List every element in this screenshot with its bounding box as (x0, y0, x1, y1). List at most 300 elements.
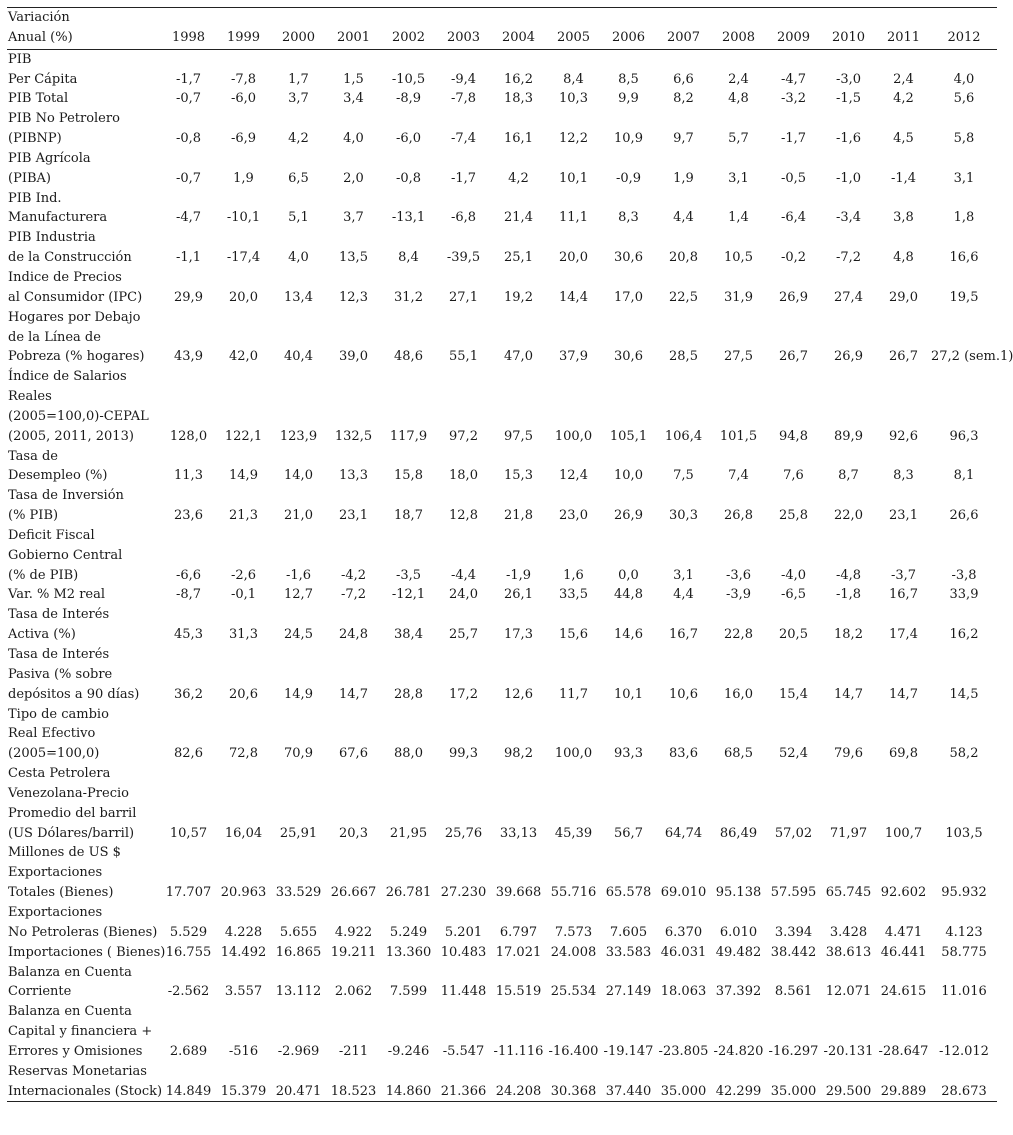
label-line: (% de PIB) (8, 567, 79, 583)
table-cell: 27,5 (724, 349, 753, 365)
table-cell: 18.063 (660, 984, 707, 1000)
table-cell: 25,91 (279, 825, 318, 841)
label-line: Deficit Fiscal (8, 527, 95, 543)
table-cell: 16,04 (224, 825, 263, 841)
table-cell: 15,4 (779, 686, 808, 702)
table-cell: 20.963 (220, 885, 267, 901)
table-cell: 12,4 (559, 468, 588, 484)
table-cell: 92,6 (889, 428, 918, 444)
label-line: PIB Industria (8, 230, 96, 246)
table-cell: 21,8 (504, 508, 533, 524)
label-line: (PIBNP) (8, 131, 62, 147)
row-label (7, 189, 161, 229)
label-line: Per Cápita (8, 71, 78, 87)
table-row (7, 308, 997, 368)
table-cell: 33,5 (559, 587, 588, 603)
table-cell: 16,7 (669, 627, 698, 643)
table-row (7, 645, 997, 705)
table-cell: 42.299 (715, 1083, 762, 1099)
table-cell: 11,7 (559, 686, 588, 702)
table-cell: 45,39 (554, 825, 593, 841)
table-cell: -4,4 (450, 567, 477, 583)
table-cell: 8,2 (673, 91, 694, 107)
label-line: Indice de Precios (8, 269, 122, 285)
table-cell: -6,8 (450, 210, 477, 226)
table-cell: -2.562 (167, 984, 210, 1000)
year-header: 2006 (611, 29, 646, 45)
table-body (7, 49, 1013, 1102)
table-cell: 4,0 (953, 71, 975, 87)
economic-indicators-document (7, 7, 1013, 1102)
table-cell: 15,3 (504, 468, 533, 484)
table-cell: 13.112 (275, 984, 322, 1000)
table-cell: 20,6 (229, 686, 258, 702)
table-cell: 95.138 (715, 885, 762, 901)
row-label (7, 526, 161, 586)
table-cell: -7,8 (450, 91, 477, 107)
table-cell: 16.755 (165, 944, 212, 960)
table-cell: -4,7 (175, 210, 202, 226)
table-cell: 31,9 (724, 289, 753, 305)
label-line: (PIBA) (8, 170, 51, 186)
table-cell: 8,1 (953, 468, 975, 484)
year-header: 2005 (556, 29, 591, 45)
table-cell: 5.655 (279, 924, 318, 940)
year-header: 2007 (666, 29, 701, 45)
table-cell: 16,2 (504, 71, 533, 87)
table-cell: 86,49 (719, 825, 758, 841)
table-cell: -11.116 (493, 1043, 544, 1059)
table-cell: 95.932 (941, 885, 987, 901)
table-cell: -24.820 (713, 1043, 764, 1059)
table-cell: -0,7 (175, 91, 202, 107)
table-cell: 92.602 (880, 885, 927, 901)
table-cell: 17.707 (165, 885, 212, 901)
label-line: Totales (Bienes) (8, 885, 114, 901)
label-line: Balanza en Cuenta (8, 1004, 132, 1020)
table-cell: 35.000 (660, 1083, 707, 1099)
row-label (7, 228, 161, 268)
table-row (7, 943, 997, 963)
year-header: 2012 (947, 29, 981, 45)
label-line: Tasa de Interés (8, 607, 110, 623)
table-cell: -1,6 (835, 131, 862, 147)
table-cell: 22,8 (724, 627, 753, 643)
table-cell: 16,0 (724, 686, 753, 702)
table-cell: 17,2 (449, 686, 478, 702)
table-cell: 39.668 (495, 885, 542, 901)
year-header: 2009 (776, 29, 811, 45)
table-cell: 29.500 (825, 1083, 872, 1099)
table-cell: -1,7 (780, 131, 807, 147)
label-line: de la Línea de (8, 329, 101, 345)
table-cell: -12.012 (939, 1043, 989, 1059)
table-cell: -0,8 (175, 131, 202, 147)
table-cell: 14,4 (559, 289, 588, 305)
table-cell: 16,6 (949, 250, 979, 266)
table-cell: 44,8 (614, 587, 643, 603)
table-cell: -39,5 (446, 250, 481, 266)
table-cell: 24.615 (880, 984, 927, 1000)
table-cell: 89,9 (834, 428, 863, 444)
label-line: Manufacturera (8, 210, 108, 226)
row-label (7, 149, 161, 189)
table-cell: 52,4 (779, 746, 808, 762)
label-line: Real Efectivo (8, 726, 96, 742)
table-cell: 33.529 (275, 885, 322, 901)
table-cell: 14,7 (339, 686, 368, 702)
table-cell: -2.969 (277, 1043, 320, 1059)
label-line: Tasa de Interés (8, 647, 110, 662)
table-cell: 42,0 (229, 349, 258, 365)
table-cell: -20.131 (823, 1043, 874, 1059)
table-cell: 4,8 (728, 91, 749, 107)
table-cell: 58.775 (941, 944, 987, 960)
label-line: (US Dólares/barril) (8, 825, 135, 841)
table-cell: 10,5 (724, 250, 753, 266)
table-cell: 12,3 (339, 289, 368, 305)
table-cell: 28,8 (394, 686, 423, 702)
table-cell: -1,5 (835, 91, 862, 107)
label-line: PIB Agrícola (8, 150, 91, 166)
table-cell: 28,5 (669, 349, 698, 365)
table-cell: 16,1 (504, 131, 533, 147)
table-cell: -8,7 (175, 587, 202, 603)
row-label (7, 109, 161, 149)
table-cell: 25,76 (444, 825, 483, 841)
table-cell: -2,6 (230, 567, 257, 583)
table-cell: -3,8 (951, 567, 977, 583)
table-cell: 27.230 (440, 885, 487, 901)
table-cell: 29,9 (174, 289, 203, 305)
table-cell: 21.366 (440, 1083, 487, 1099)
row-label (7, 1062, 161, 1102)
table-cell: 20,5 (779, 627, 808, 643)
table-cell: 21,0 (284, 508, 313, 524)
table-cell: 18,7 (394, 508, 423, 524)
table-cell: -9,4 (450, 71, 477, 87)
table-cell: -7,8 (230, 71, 257, 87)
table-cell: -10,5 (391, 71, 426, 87)
label-line: (2005=100,0)-CEPAL (8, 408, 149, 424)
table-cell: 17,4 (889, 627, 918, 643)
table-cell: 5,6 (953, 91, 975, 107)
table-cell: 24.208 (495, 1083, 542, 1099)
table-cell: 4,4 (673, 210, 694, 226)
table-cell: 10,1 (614, 686, 643, 702)
table-cell: 2.062 (334, 984, 373, 1000)
table-cell: 93,3 (614, 746, 643, 762)
row-label (7, 585, 161, 605)
table-cell: 15.379 (220, 1083, 267, 1099)
year-header: 2001 (336, 29, 371, 45)
table-cell: 8,4 (398, 250, 419, 266)
table-row (7, 526, 997, 586)
table-cell: 8.561 (774, 984, 813, 1000)
table-cell: 27,4 (834, 289, 863, 305)
table-cell: -1,8 (835, 587, 862, 603)
table-cell: 17,3 (504, 627, 533, 643)
table-cell: -1,7 (450, 170, 477, 186)
table-cell: 23,1 (889, 508, 918, 524)
table-cell: 2,0 (343, 170, 364, 186)
table-cell: 4,8 (893, 250, 914, 266)
table-cell: 7,4 (728, 468, 749, 484)
label-line: (2005=100,0) (8, 746, 100, 762)
table-cell: 94,8 (779, 428, 808, 444)
table-cell: 10,6 (669, 686, 698, 702)
table-cell: 100,0 (554, 746, 593, 762)
table-cell: 5,1 (288, 210, 309, 226)
table-cell: 17.021 (495, 944, 542, 960)
table-cell: 26.667 (330, 885, 377, 901)
table-cell: 10,3 (559, 91, 588, 107)
table-cell: 88,0 (394, 746, 423, 762)
table-cell: 101,5 (719, 428, 758, 444)
year-header: 2003 (446, 29, 481, 45)
table-cell: 17,0 (614, 289, 643, 305)
table-row (7, 903, 997, 943)
table-cell: 14,5 (949, 686, 979, 702)
header-row (7, 8, 997, 50)
table-cell: 30,6 (614, 349, 643, 365)
table-cell: 4,5 (893, 131, 914, 147)
table-cell: 14.860 (385, 1083, 432, 1099)
table-cell: 25.534 (550, 984, 597, 1000)
table-cell: -28.647 (878, 1043, 929, 1059)
table-cell: 12.071 (825, 984, 872, 1000)
table-cell: 26,9 (614, 508, 643, 524)
label-line: Reales (8, 389, 52, 405)
table-cell: 20,8 (669, 250, 698, 266)
table-cell: -1,1 (175, 250, 202, 266)
table-cell: 83,6 (669, 746, 698, 762)
label-line: Exportaciones (8, 904, 103, 920)
year-header: 1999 (226, 29, 261, 45)
label-line: (2005, 2011, 2013) (8, 428, 134, 444)
table-cell: 67,6 (339, 746, 368, 762)
table-cell: 9,9 (618, 91, 639, 107)
table-cell: -1,7 (175, 71, 202, 87)
table-cell: 18,0 (449, 468, 478, 484)
label-line: Promedio del barril (8, 805, 137, 821)
year-header: 2008 (721, 29, 756, 45)
table-cell: 18,2 (834, 627, 863, 643)
table-cell: 10,0 (614, 468, 643, 484)
table-cell: 26,7 (779, 349, 808, 365)
table-cell: 70,9 (284, 746, 313, 762)
table-cell: 4,4 (673, 587, 694, 603)
row-label (7, 367, 161, 446)
label-line: PIB Ind. (8, 190, 62, 206)
table-cell: 23,6 (174, 508, 203, 524)
row-label (7, 605, 161, 645)
table-cell: 103,5 (945, 825, 983, 841)
table-cell: 58,2 (949, 746, 979, 762)
table-cell: 25,1 (504, 250, 533, 266)
row-label (7, 49, 161, 89)
table-cell: 4.922 (334, 924, 373, 940)
table-cell: 5.249 (389, 924, 428, 940)
label-line: Activa (%) (8, 627, 76, 643)
table-cell: 3.557 (224, 984, 263, 1000)
table-cell: 26.781 (385, 885, 432, 901)
table-cell: 97,5 (504, 428, 533, 444)
table-cell: 3,7 (343, 210, 364, 226)
label-line: Venezolana-Precio (8, 785, 129, 801)
table-cell: 5,8 (953, 131, 975, 147)
table-cell: 14,0 (284, 468, 313, 484)
table-cell: 21,4 (504, 210, 533, 226)
table-cell: 2.689 (169, 1043, 208, 1059)
table-cell: -0,5 (780, 170, 807, 186)
table-cell: 31,3 (229, 627, 258, 643)
label-line: Millones de US $ (8, 845, 121, 861)
table-cell: 12,6 (504, 686, 533, 702)
table-cell: 23,1 (339, 508, 368, 524)
table-cell: 13,5 (339, 250, 368, 266)
table-cell: 6,5 (288, 170, 309, 186)
year-header: 2002 (391, 29, 426, 45)
table-cell: 11.448 (440, 984, 487, 1000)
table-cell: 29,0 (889, 289, 918, 305)
table-cell: 28.673 (941, 1083, 987, 1099)
table-cell: 68,5 (724, 746, 753, 762)
table-cell: 15,6 (559, 627, 588, 643)
economic-indicators-table (7, 7, 1013, 1102)
table-cell: 99,3 (449, 746, 478, 762)
table-cell: -4,2 (340, 567, 367, 583)
table-cell: 38.613 (825, 944, 872, 960)
label-line: (% PIB) (8, 508, 59, 524)
table-cell: 14,7 (889, 686, 918, 702)
table-cell: -16.297 (768, 1043, 819, 1059)
label-line: Errores y Omisiones (8, 1043, 143, 1059)
table-cell: 4,2 (288, 131, 309, 147)
table-cell: -4,8 (835, 567, 862, 583)
row-label (7, 843, 161, 903)
table-cell: 3.394 (774, 924, 813, 940)
table-cell: 27,2 (sem.1) (931, 349, 1013, 365)
table-cell: -7,4 (450, 131, 477, 147)
table-cell: 46.031 (660, 944, 707, 960)
table-row (7, 367, 997, 446)
table-cell: 24,0 (449, 587, 478, 603)
label-line: Índice de Salarios (8, 369, 127, 385)
table-cell: -3,6 (725, 567, 752, 583)
label-line: Anual (%) (8, 29, 73, 45)
table-cell: -10,1 (226, 210, 261, 226)
table-cell: -19.147 (603, 1043, 654, 1059)
table-cell: 36,2 (174, 686, 203, 702)
table-cell: 16,2 (949, 627, 979, 643)
table-cell: 4.123 (945, 924, 983, 940)
table-cell: 7.599 (389, 984, 428, 1000)
table-cell: 6,6 (673, 71, 694, 87)
table-cell: 10,57 (169, 825, 208, 841)
table-cell: 3.428 (829, 924, 868, 940)
table-cell: 6.797 (499, 924, 538, 940)
table-row (7, 149, 997, 189)
label-line: Var. % M2 real (8, 587, 106, 603)
table-cell: 18,3 (504, 91, 533, 107)
row-label (7, 89, 161, 109)
table-cell: -3,9 (725, 587, 752, 603)
table-cell: 43,9 (174, 349, 203, 365)
table-cell: 49.482 (715, 944, 762, 960)
table-row (7, 1002, 997, 1062)
table-cell: 1,6 (563, 567, 584, 583)
table-cell: -13,1 (391, 210, 426, 226)
table-cell: 8,7 (838, 468, 859, 484)
table-cell: 26,9 (834, 349, 863, 365)
table-cell: 30,6 (614, 250, 643, 266)
table-cell: -4,7 (780, 71, 807, 87)
table-cell: 37.440 (605, 1083, 652, 1099)
table-cell: -3,4 (835, 210, 862, 226)
table-cell: 123,9 (279, 428, 318, 444)
row-label (7, 645, 161, 705)
table-cell: 3,1 (728, 170, 749, 186)
table-cell: 12,2 (559, 131, 588, 147)
table-cell: -9.246 (387, 1043, 430, 1059)
label-line: Desempleo (%) (8, 468, 108, 484)
table-cell: 33,9 (949, 587, 979, 603)
table-cell: 38.442 (770, 944, 817, 960)
table-cell: 22,0 (834, 508, 863, 524)
table-cell: 11,3 (174, 468, 203, 484)
table-cell: 1,8 (953, 210, 975, 226)
table-row (7, 89, 997, 109)
year-header: 1998 (171, 29, 206, 45)
year-header: 2000 (281, 29, 316, 45)
table-cell: 14,9 (284, 686, 313, 702)
table-cell: 1,7 (288, 71, 309, 87)
table-cell: -211 (338, 1043, 369, 1059)
label-line: Capital y financiera + (8, 1024, 153, 1040)
year-header: 2011 (886, 29, 921, 45)
table-cell: 106,4 (664, 428, 703, 444)
table-cell: 24,5 (284, 627, 313, 643)
label-line: Corriente (8, 984, 72, 1000)
table-row (7, 705, 997, 765)
label-line: No Petroleras (Bienes) (8, 924, 158, 940)
table-cell: 11.016 (941, 984, 987, 1000)
table-cell: 1,9 (673, 170, 694, 186)
table-cell: 128,0 (169, 428, 208, 444)
table-cell: 14,6 (614, 627, 643, 643)
table-cell: 22,5 (669, 289, 698, 305)
table-cell: 56,7 (614, 825, 643, 841)
table-cell: 57.595 (770, 885, 817, 901)
table-cell: 3,1 (673, 567, 694, 583)
table-cell: -0,1 (230, 587, 257, 603)
table-cell: 65.578 (605, 885, 652, 901)
table-row (7, 447, 997, 487)
table-cell: 82,6 (174, 746, 203, 762)
table-cell: 48,6 (394, 349, 423, 365)
table-cell: 72,8 (229, 746, 258, 762)
table-cell: 10.483 (440, 944, 487, 960)
table-cell: 4,0 (343, 131, 364, 147)
table-cell: 15,8 (394, 468, 423, 484)
table-cell: 7.573 (554, 924, 593, 940)
table-cell: -1,6 (285, 567, 312, 583)
table-cell: 25,7 (449, 627, 478, 643)
table-row (7, 585, 997, 605)
table-cell: -8,9 (395, 91, 422, 107)
label-line: Balanza en Cuenta (8, 964, 132, 980)
